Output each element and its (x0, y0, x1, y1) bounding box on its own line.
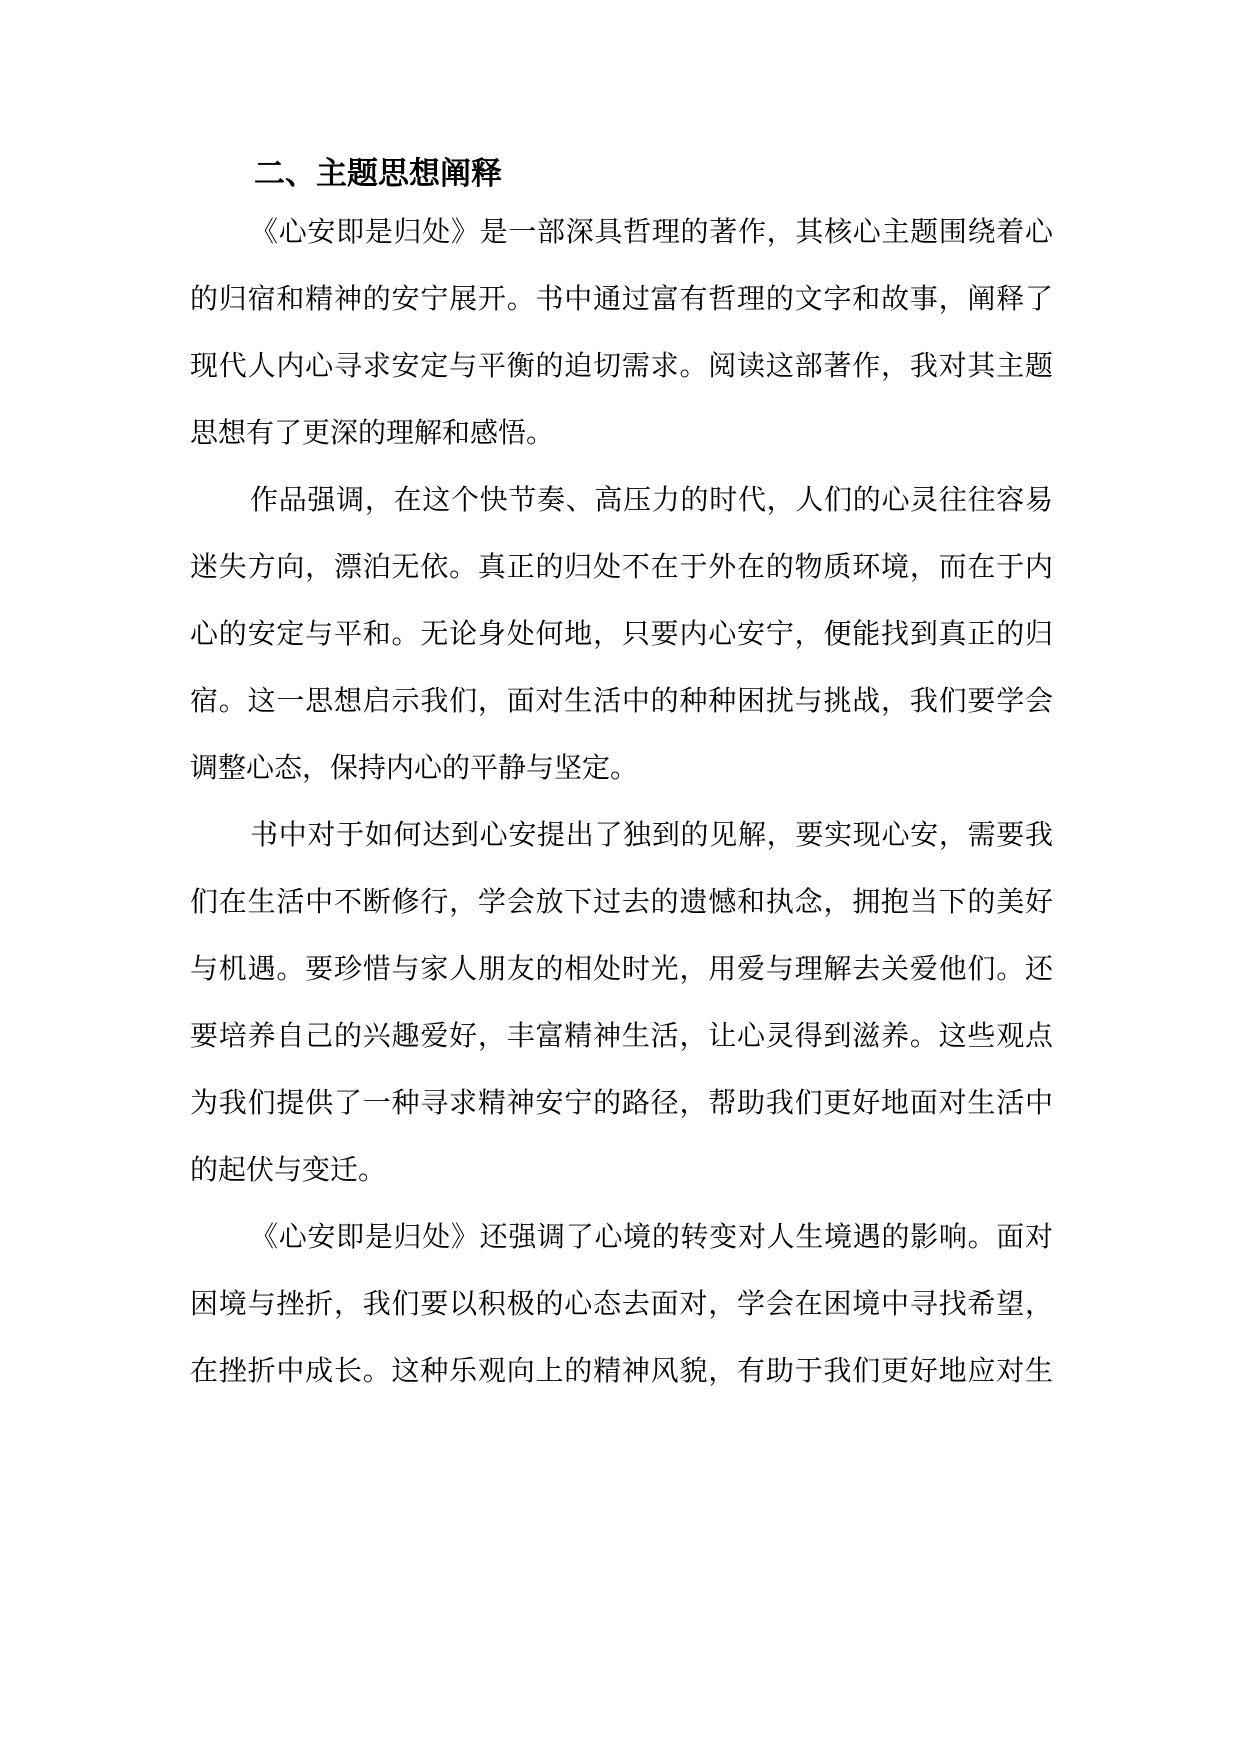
paragraph-line: 《心安即是归处》是一部深具哲理的著作，其核心主题围绕着心 (250, 215, 1053, 248)
paragraph-line: 迷失方向，漂泊无依。真正的归处不在于外在的物质环境，而在于内 (190, 550, 1053, 583)
paragraph-line: 要培养自己的兴趣爱好，丰富精神生活，让心灵得到滋养。这些观点 (190, 1019, 1053, 1052)
paragraph-line: 调整心态，保持内心的平静与坚定。 (190, 751, 639, 784)
paragraph-line: 的归宿和精神的安宁展开。书中通过富有哲理的文字和故事，阐释了 (190, 282, 1053, 315)
paragraph-line: 现代人内心寻求安定与平衡的迫切需求。阅读这部著作，我对其主题 (190, 349, 1053, 382)
paragraph-line: 《心安即是归处》还强调了心境的转变对人生境遇的影响。面对 (250, 1220, 1053, 1253)
paragraph-line: 们在生活中不断修行，学会放下过去的遗憾和执念，拥抱当下的美好 (190, 885, 1053, 918)
paragraph-line: 心的安定与平和。无论身处何地，只要内心安宁，便能找到真正的归 (190, 617, 1053, 650)
paragraph-line: 作品强调，在这个快节奏、高压力的时代，人们的心灵往往容易 (250, 483, 1053, 516)
paragraph-line: 的起伏与变迁。 (190, 1153, 387, 1186)
paragraph-line: 与机遇。要珍惜与家人朋友的相处时光，用爱与理解去关爱他们。还 (190, 952, 1053, 985)
paragraph-line: 书中对于如何达到心安提出了独到的见解，要实现心安，需要我 (250, 818, 1053, 851)
paragraph-line: 困境与挫折，我们要以积极的心态去面对，学会在困境中寻找希望， (190, 1287, 1053, 1320)
paragraph-line: 在挫折中成长。这种乐观向上的精神风貌，有助于我们更好地应对生 (190, 1354, 1053, 1387)
paragraph-line: 思想有了更深的理解和感悟。 (190, 416, 555, 449)
section-heading: 二、主题思想阐释 (254, 156, 502, 192)
paragraph-line: 宿。这一思想启示我们，面对生活中的种种困扰与挑战，我们要学会 (190, 684, 1053, 717)
paragraph-line: 为我们提供了一种寻求精神安宁的路径，帮助我们更好地面对生活中 (190, 1086, 1053, 1119)
